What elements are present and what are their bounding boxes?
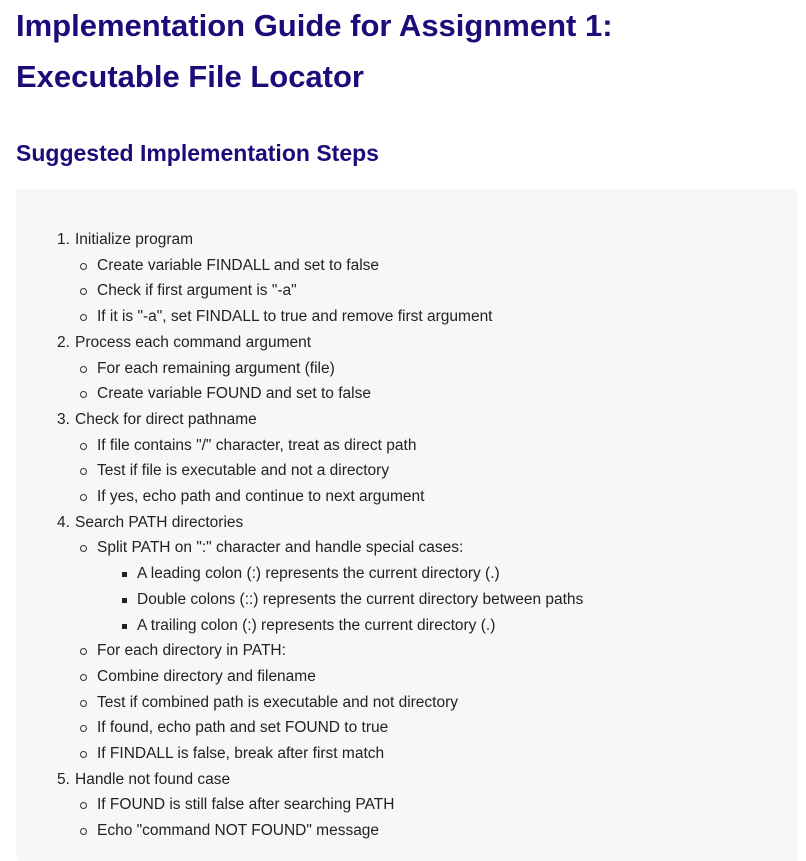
step-4 [57,510,583,767]
list-item: Echo "command NOT FOUND" message [97,818,583,844]
step-1-items [57,253,583,330]
step-3-items [57,433,583,510]
list-item: If FINDALL is false, break after first match [97,741,583,767]
list-item: Combine directory and filename [97,664,583,690]
title-line-1: Implementation Guide for Assignment 1: [16,8,613,43]
steps-list [57,227,583,844]
step-1 [57,227,583,330]
page-title [16,0,798,102]
list-item: If yes, echo path and continue to next argument [97,484,583,510]
step-number: 5. [57,770,70,788]
list-item: If found, echo path and set FOUND to true [97,715,583,741]
list-item: Test if file is executable and not a directory [97,458,583,484]
step-5-items [57,792,583,843]
list-item: For each remaining argument (file) [97,356,583,382]
list-item: If FOUND is still false after searching PATH [97,792,583,818]
step-number: 1. [57,231,70,248]
step-label: Check for direct pathname [75,410,257,428]
steps-panel [16,189,798,861]
step-3 [57,407,583,510]
list-item: Create variable FOUND and set to false [97,381,583,407]
title-line-2: Executable File Locator [16,59,364,94]
step-label: Initialize program [75,231,194,248]
list-item: Check if first argument is "-a" [97,278,583,304]
section-heading: Suggested Implementation Steps [16,140,379,166]
list-item [97,535,583,638]
step-label: Handle not found case [75,770,231,788]
step-number: 2. [57,333,70,351]
list-item: Test if combined path is executable and not directory [97,690,583,716]
step-label: Search PATH directories [75,513,244,531]
document [16,0,798,840]
step-label: Process each command argument [75,333,312,351]
step-2-items [57,356,583,407]
special-cases-list [97,561,583,638]
special-case-item: A trailing colon (:) represents the current directory (.) [137,613,583,639]
list-item: For each directory in PATH: [97,638,583,664]
step-number: 3. [57,410,70,428]
list-item: Create variable FINDALL and set to false [97,253,583,279]
list-item: If file contains "/" character, treat as direct path [97,433,583,459]
list-item-text: Split PATH on ":" character and handle special cases: [97,539,464,557]
list-item: If it is "-a", set FINDALL to true and remove first argument [97,304,583,330]
special-case-item: Double colons (::) represents the current directory between paths [137,587,583,613]
step-number: 4. [57,513,70,531]
special-case-item: A leading colon (:) represents the current directory (.) [137,561,583,587]
step-5 [57,767,583,844]
step-2 [57,330,583,407]
step-4-items [57,535,583,766]
